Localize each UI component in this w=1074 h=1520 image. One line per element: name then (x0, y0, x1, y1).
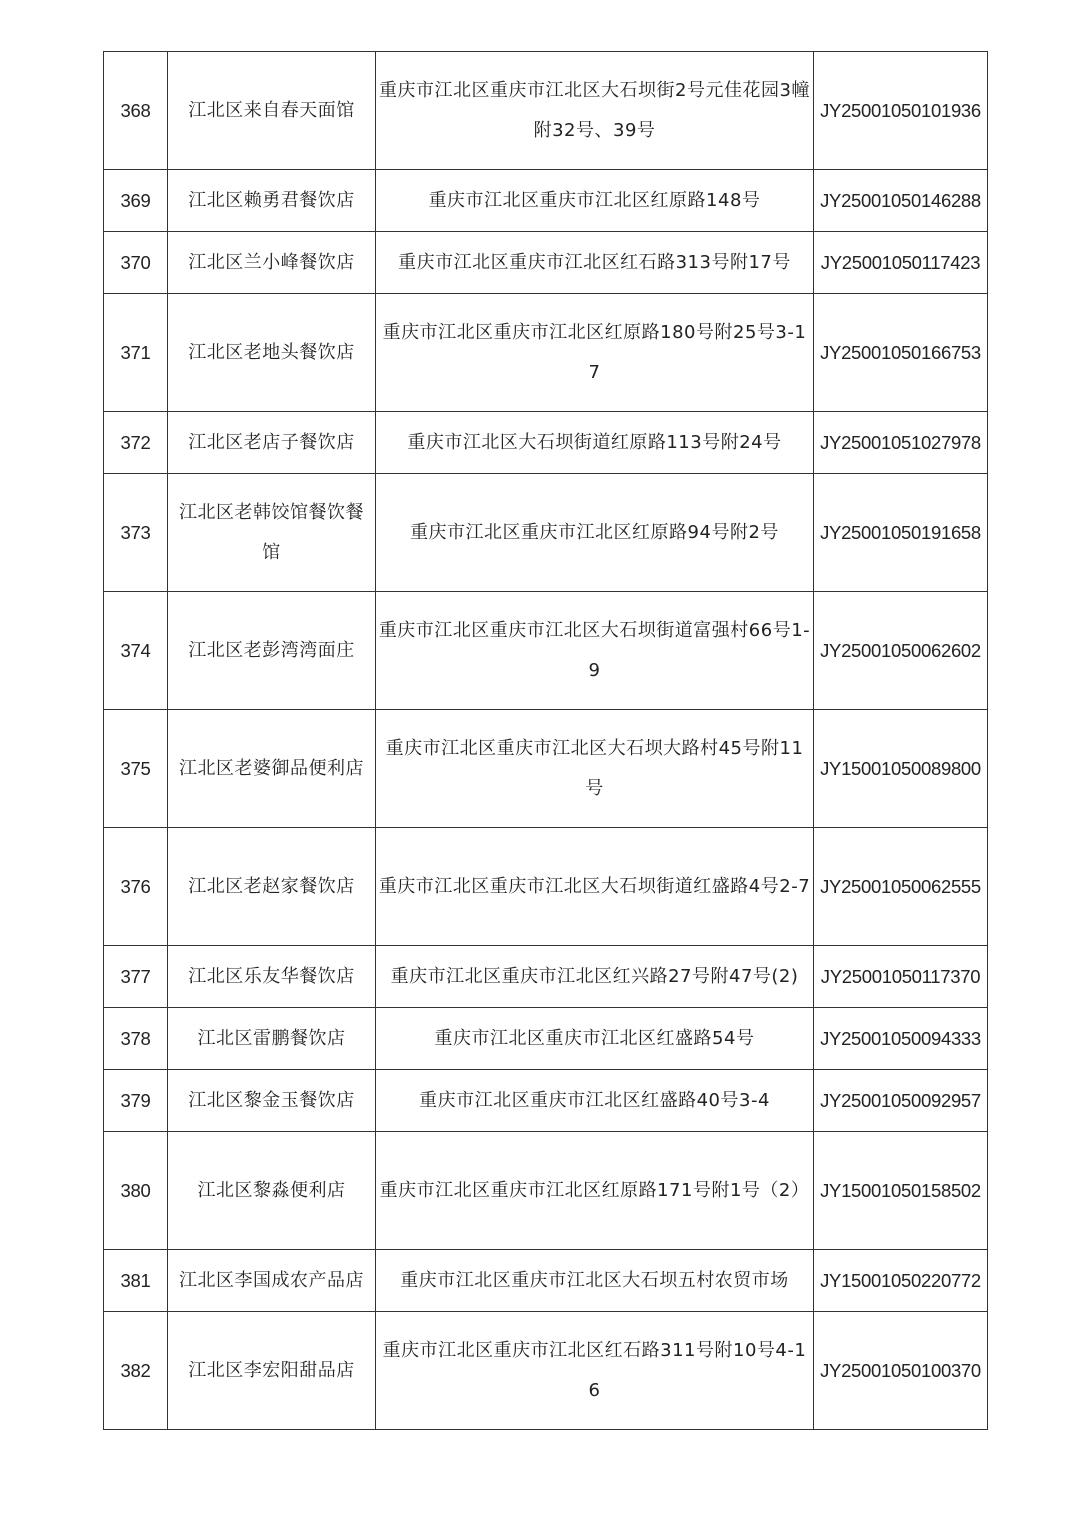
table-row (104, 1250, 988, 1312)
business-name: 江北区老赵家餐饮店 (168, 828, 376, 946)
business-address: 重庆市江北区重庆市江北区红石路311号附10号4-16 (376, 1312, 814, 1430)
table-row (104, 710, 988, 828)
business-name: 江北区李国成农产品店 (168, 1250, 376, 1312)
license-number: JY15001050089800 (814, 710, 988, 828)
license-number: JY25001050100370 (814, 1312, 988, 1430)
table-row (104, 412, 988, 474)
business-name: 江北区老彭湾湾面庄 (168, 592, 376, 710)
business-address: 重庆市江北区重庆市江北区红原路171号附1号（2） (376, 1132, 814, 1250)
business-name: 江北区黎金玉餐饮店 (168, 1070, 376, 1132)
business-address: 重庆市江北区重庆市江北区红兴路27号附47号(2) (376, 946, 814, 1008)
business-name: 江北区老婆御品便利店 (168, 710, 376, 828)
business-name: 江北区雷鹏餐饮店 (168, 1008, 376, 1070)
table-row (104, 1070, 988, 1132)
license-number: JY25001050062602 (814, 592, 988, 710)
table-row (104, 474, 988, 592)
row-number: 371 (104, 294, 168, 412)
license-number: JY15001050158502 (814, 1132, 988, 1250)
table-row (104, 1312, 988, 1430)
table-row (104, 946, 988, 1008)
business-address: 重庆市江北区重庆市江北区红盛路40号3-4 (376, 1070, 814, 1132)
business-address: 重庆市江北区重庆市江北区大石坝五村农贸市场 (376, 1250, 814, 1312)
business-address: 重庆市江北区重庆市江北区大石坝街道富强村66号1-9 (376, 592, 814, 710)
business-name: 江北区乐友华餐饮店 (168, 946, 376, 1008)
business-name: 江北区老韩饺馆餐饮餐馆 (168, 474, 376, 592)
license-number: JY25001050062555 (814, 828, 988, 946)
license-number: JY25001050166753 (814, 294, 988, 412)
business-address: 重庆市江北区重庆市江北区大石坝街2号元佳花园3幢附32号、39号 (376, 52, 814, 170)
license-number: JY25001051027978 (814, 412, 988, 474)
business-name: 江北区赖勇君餐饮店 (168, 170, 376, 232)
license-number: JY25001050092957 (814, 1070, 988, 1132)
table-row (104, 52, 988, 170)
table-body (104, 52, 988, 1430)
row-number: 382 (104, 1312, 168, 1430)
business-name: 江北区来自春天面馆 (168, 52, 376, 170)
license-number: JY25001050146288 (814, 170, 988, 232)
license-table (103, 51, 988, 1430)
row-number: 378 (104, 1008, 168, 1070)
row-number: 374 (104, 592, 168, 710)
table-row (104, 828, 988, 946)
table-row (104, 592, 988, 710)
table-row (104, 1008, 988, 1070)
business-address: 重庆市江北区重庆市江北区大石坝大路村45号附11号 (376, 710, 814, 828)
business-name: 江北区黎淼便利店 (168, 1132, 376, 1250)
license-number: JY15001050220772 (814, 1250, 988, 1312)
business-address: 重庆市江北区重庆市江北区红原路148号 (376, 170, 814, 232)
row-number: 372 (104, 412, 168, 474)
row-number: 380 (104, 1132, 168, 1250)
row-number: 373 (104, 474, 168, 592)
table-row (104, 294, 988, 412)
business-name: 江北区老店子餐饮店 (168, 412, 376, 474)
business-name: 江北区老地头餐饮店 (168, 294, 376, 412)
row-number: 368 (104, 52, 168, 170)
business-address: 重庆市江北区重庆市江北区红原路94号附2号 (376, 474, 814, 592)
business-name: 江北区李宏阳甜品店 (168, 1312, 376, 1430)
license-number: JY25001050117423 (814, 232, 988, 294)
row-number: 379 (104, 1070, 168, 1132)
table-row (104, 232, 988, 294)
row-number: 370 (104, 232, 168, 294)
row-number: 369 (104, 170, 168, 232)
business-address: 重庆市江北区重庆市江北区红原路180号附25号3-17 (376, 294, 814, 412)
row-number: 377 (104, 946, 168, 1008)
business-address: 重庆市江北区重庆市江北区红石路313号附17号 (376, 232, 814, 294)
table-row (104, 1132, 988, 1250)
business-address: 重庆市江北区重庆市江北区大石坝街道红盛路4号2-7 (376, 828, 814, 946)
business-address: 重庆市江北区大石坝街道红原路113号附24号 (376, 412, 814, 474)
row-number: 376 (104, 828, 168, 946)
license-number: JY25001050191658 (814, 474, 988, 592)
row-number: 381 (104, 1250, 168, 1312)
table-row (104, 170, 988, 232)
license-number: JY25001050117370 (814, 946, 988, 1008)
business-address: 重庆市江北区重庆市江北区红盛路54号 (376, 1008, 814, 1070)
license-number: JY25001050101936 (814, 52, 988, 170)
row-number: 375 (104, 710, 168, 828)
business-name: 江北区兰小峰餐饮店 (168, 232, 376, 294)
license-number: JY25001050094333 (814, 1008, 988, 1070)
